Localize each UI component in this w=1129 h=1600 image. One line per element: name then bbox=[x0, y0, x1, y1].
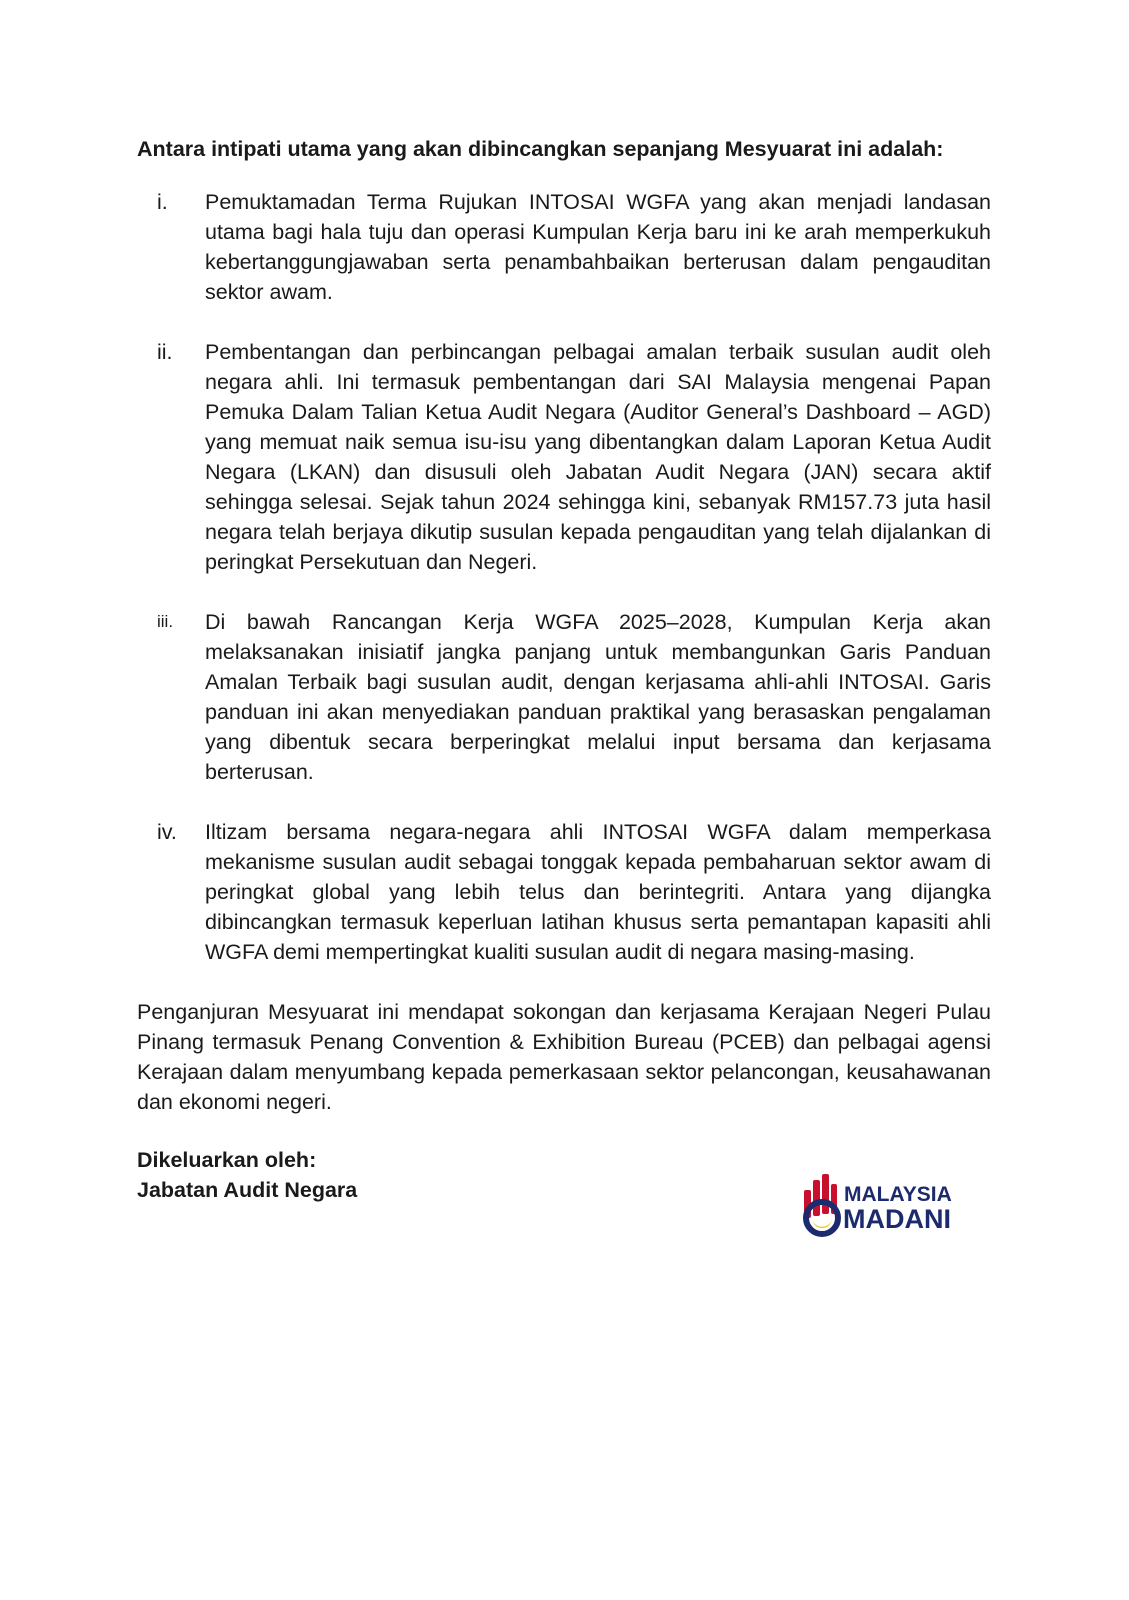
malaysia-madani-logo-graphic bbox=[800, 1170, 975, 1240]
list-item-text: Pemuktamadan Terma Rujukan INTOSAI WGFA yang akan menjadi landasan utama bagi hala tuju dan operasi Kumpulan Kerja baru ini ke arah memperkukuh kebertanggungjawaban serta penambahbaikan berterusan dalam pengauditan sektor awam. bbox=[205, 190, 991, 304]
closing-paragraph: Penganjuran Mesyuarat ini mendapat sokongan dan kerjasama Kerajaan Negeri Pulau Pinang termasuk Penang Convention & Exhibition Bureau (PCEB) dan pelbagai agensi Kerajaan dalam menyumbang kepada pemerkasaan sektor pelancongan, keusahawanan dan ekonomi negeri. bbox=[137, 1000, 991, 1114]
list-item-text: Di bawah Rancangan Kerja WGFA 2025–2028, Kumpulan Kerja akan melaksanakan inisiatif jangka panjang untuk membangunkan Garis Panduan Amalan Terbaik bagi susulan audit, dengan kerjasama ahli-ahli INTOSAI. Garis panduan ini akan menyediakan panduan praktikal yang berasaskan pengalaman yang dibentuk secara berperingkat melalui input bersama dan kerjasama berterusan. bbox=[205, 610, 991, 784]
issuer-name: Jabatan Audit Negara bbox=[137, 1178, 358, 1202]
list-item-text: Pembentangan dan perbincangan pelbagai amalan terbaik susulan audit oleh negara ahli. Ini termasuk pembentangan dari SAI Malaysia mengenai Papan Pemuka Dalam Talian Ketua Audit Negara (Auditor General’s Dashboard – AGD) yang memuat naik semua isu-isu yang dibentangkan dalam Laporan Ketua Audit Negara (LKAN) dan disusuli oleh Jabatan Audit Negara (JAN) secara aktif sehingga selesai. Sejak tahun 2024 sehingga kini, sebanyak RM157.73 juta hasil negara telah berjaya dikutip susulan kepada pengauditan yang telah dijalankan di peringkat Persekutuan dan Negeri. bbox=[205, 340, 991, 574]
list-item bbox=[137, 817, 991, 967]
list-item-number: i. bbox=[157, 190, 168, 214]
logo-text-malaysia: MALAYSIA bbox=[844, 1183, 952, 1206]
list-item-text: Iltizam bersama negara-negara ahli INTOSAI WGFA dalam memperkasa mekanisme susulan audit sebagai tonggak kepada pembaharuan sektor awam di peringkat global yang lebih telus dan berintegriti. Antara yang dijangka dibincangkan termasuk keperluan latihan khusus serta pemantapan kapasiti ahli WGFA demi mempertingkat kualiti susulan audit di negara masing-masing. bbox=[205, 820, 991, 964]
malaysia-madani-logo bbox=[800, 1170, 975, 1240]
list-item-number: iv. bbox=[157, 820, 177, 844]
logo-crescent bbox=[812, 1218, 832, 1228]
list-item-number: ii. bbox=[157, 340, 173, 364]
intro-heading: Antara intipati utama yang akan dibincangkan sepanjang Mesyuarat ini adalah: bbox=[137, 137, 944, 161]
list-item-number: iii. bbox=[157, 612, 174, 631]
logo-text-madani: MADANI bbox=[843, 1204, 951, 1234]
list-item bbox=[137, 187, 991, 307]
issuer-label: Dikeluarkan oleh: bbox=[137, 1148, 317, 1172]
logo-bar bbox=[813, 1180, 820, 1216]
list-item bbox=[137, 337, 991, 577]
logo-bar bbox=[822, 1174, 829, 1214]
list-item bbox=[137, 607, 991, 787]
document-body bbox=[137, 134, 991, 1205]
